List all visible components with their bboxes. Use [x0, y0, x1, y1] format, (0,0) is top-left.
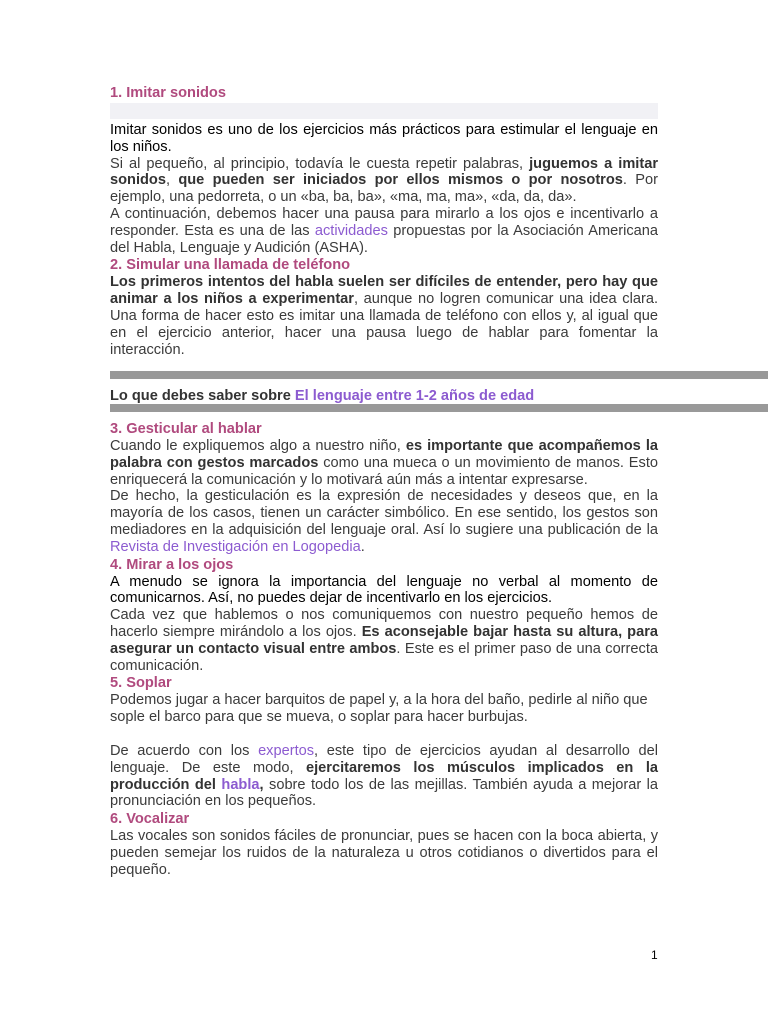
link-expertos[interactable]: expertos [258, 742, 315, 759]
shaded-bar [110, 103, 658, 119]
heading-vocalizar: 6. Vocalizar [110, 811, 190, 828]
article-part-2 [110, 420, 658, 879]
paragraph: Los primeros intentos del habla suelen ser difíciles de entender, pero hay que animar a los niños a experimentar, aunque no logren comunicar una idea clara. Una forma de hacer esto es imitar una llamada de teléfono con ellos y, al igual que en el ejercicio anterior, hacer una pausa luego de hablar para fomentar la interacción. [110, 274, 658, 358]
link-lenguaje-1-2[interactable]: El lenguaje entre 1-2 años de edad [294, 388, 535, 404]
paragraph: Imitar sonidos es uno de los ejercicios más prácticos para estimular el lenguaje en los niños. [110, 122, 658, 155]
paragraph: A menudo se ignora la importancia del lenguaje no verbal al momento de comunicarnos. Así, no puedes dejar de incentivarlo en los ejercicios. [110, 573, 658, 607]
heading-soplar: 5. Soplar [110, 675, 172, 692]
link-revista[interactable]: Revista de Investigación en Logopedia [110, 538, 361, 555]
divider-band [110, 371, 768, 379]
paragraph: De acuerdo con los expertos, este tipo de ejercicios ayudan al desarrollo del lenguaje. De este modo, ejercitaremos los músculos implicados en la producción del habla, sobre todo los de las mejillas. También ayuda a mejorar la pronunciación en los pequeños. [110, 742, 659, 810]
related-link-row: Lo que debes saber sobre El lenguaje entre 1-2 años de edad [110, 388, 535, 404]
heading-imitar-sonidos: 1. Imitar sonidos [110, 85, 226, 101]
page-number: 1 [651, 948, 658, 962]
link-actividades[interactable]: actividades [314, 222, 388, 239]
link-habla[interactable]: habla [221, 776, 260, 793]
paragraph: Cuando le expliquemos algo a nuestro niño, es importante que acompañemos la palabra con gestos marcados como una mueca o un movimiento de manos. Esto enriquecerá la comunicación y lo motivará aún más a intentar expresarse. [110, 438, 658, 488]
paragraph: Podemos jugar a hacer barquitos de papel y, a la hora del baño, pedirle al niño que sople el barco para que se mueva, o soplar para hacer burbujas. [110, 692, 648, 726]
heading-simular-llamada: 2. Simular una llamada de teléfono [110, 257, 351, 274]
paragraph: De hecho, la gesticulación es la expresión de necesidades y deseos que, en la mayoría de los casos, tienen un carácter simbólico. En ese sentido, los gestos son mediadores en la adquisición del lenguaje oral. Así lo sugiere una publicación de la Revista de Investigación en Logopedia. [110, 488, 658, 555]
heading-mirar-ojos: 4. Mirar a los ojos [110, 556, 234, 573]
paragraph: Las vocales son sonidos fáciles de pronunciar, pues se hacen con la boca abierta, y pueden semejar los ruidos de la naturaleza u otros cotidianos o divertidos para el pequeño. [110, 828, 658, 878]
paragraph: Cada vez que hablemos o nos comuniquemos con nuestro pequeño hemos de hacerlo siempre mirándolo a los ojos. Es aconsejable bajar hasta su altura, para asegurar un contacto visual entre ambos. Este es el primer paso de una correcta comunicación. [110, 607, 658, 674]
paragraph: Si al pequeño, al principio, todavía le cuesta repetir palabras, juguemos a imitar sonidos, que pueden ser iniciados por ellos mismos o por nosotros. Por ejemplo, una pedorreta, o un «ba, ba, ba», «ma, ma, ma», «da, da, da». [110, 155, 659, 206]
heading-gesticular: 3. Gesticular al hablar [110, 421, 262, 437]
article-part-1 [110, 84, 658, 358]
paragraph: A continuación, debemos hacer una pausa para mirarlo a los ojos e incentivarlo a responder. Esta es una de las actividades propuestas por la Asociación Americana del Habla, Lenguaje y Audición (ASHA). [110, 205, 658, 256]
divider-band [110, 404, 768, 412]
